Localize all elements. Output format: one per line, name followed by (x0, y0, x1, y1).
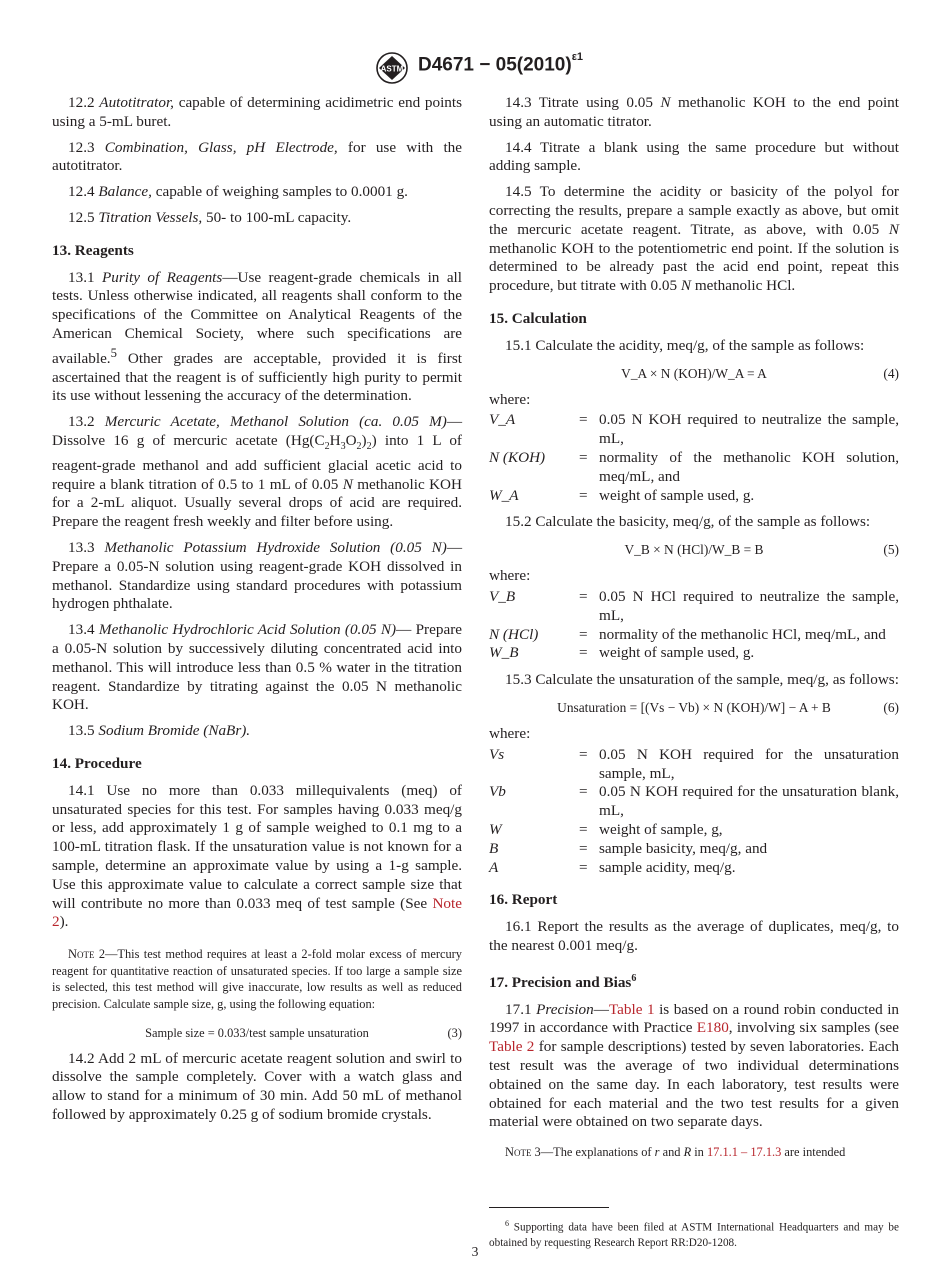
definition-equals: = (579, 486, 588, 504)
e180-link[interactable]: E180 (696, 1019, 729, 1037)
para-16-1: 16.1 Report the results as the average of duplicates, meq/g, to the nearest 0.001 meq/g. (489, 918, 899, 954)
equation-3-expression: Sample size = 0.033/test sample unsaturation (145, 1025, 369, 1040)
para-13-2: 13.2 Mercuric Acetate, Methanol Solution (ca. 0.05 M)— Dissolve 16 g of mercuric acetate $(Hg(C_2H_3O_2)_2)$ into 1 L of reagent-grade methanol and add sufficient glacial acetic acid to require a blank titration of 0.5 to 1 mL of 0.05 N methanolic KOH for a 2-mL aliquot. Usually several drops of acid are required. Prepare the reagent fresh weekly and filter before using. (52, 413, 463, 531)
definition-symbol: Vb (489, 783, 506, 801)
definition-symbol: N (KOH) (489, 448, 546, 466)
definition-text: sample acidity, meq/g. (599, 858, 736, 876)
para-13-3: 13.3 Methanolic Potassium Hydroxide Solution (0.05 N)— Prepare a 0.05-N solution using reagent-grade KOH dissolved in methanol. Standardize using standard procedures with potassium hydrogen phthalate. (52, 539, 462, 613)
equation-4-number: (4) (883, 365, 899, 381)
definition-equals: = (579, 839, 588, 857)
definition-text: 0.05 N KOH required for the unsaturation blank, mL, (599, 783, 899, 820)
para-17-1: 17.1 Precision—Table 1 is based on a round robin conducted in 1997 in accordance with Practice E180, involving six samples (see Table 2 for sample descriptions) tested by seven laboratories. Each test result was the average of two individual determinations obtained on the same day. In each laboratory, test results were obtained for each material and the two test results for a given material were obtained on two separate days. (489, 1000, 900, 1131)
definitions-basicity (489, 588, 899, 663)
where-label: where: (489, 724, 531, 742)
para-15-2: 15.2 Calculate the basicity, meq/g, of the sample as follows: (505, 513, 871, 531)
equation-5-expression: V_B × N (HCl)/W_B = B (624, 542, 764, 558)
document-id: D4671 − 05(2010) (418, 54, 572, 76)
definition-row (489, 644, 899, 663)
definition-row (489, 449, 899, 487)
para-14-2: 14.2 Add 2 mL of mercuric acetate reagent solution and swirl to dissolve the sample completely. Cover with a watch glass and allow to stand for a minimum of 30 min. Add 50 mL of methanol followed by approximately 0.25 g of sodium bromide crystals. (52, 1049, 462, 1123)
definition-text: weight of sample used, g. (599, 644, 755, 662)
definition-row (489, 487, 899, 506)
para-12-2: 12.2 Autotitrator, capable of determining acidimetric end points using a 5-mL buret. (52, 94, 463, 130)
section-heading-17: 17. Precision and Bias$^6$ (489, 972, 637, 991)
left-column (52, 94, 462, 1132)
definition-text: weight of sample, g, (599, 820, 723, 838)
definition-symbol: W_A (489, 486, 519, 504)
definition-row (489, 821, 899, 840)
definition-row (489, 411, 899, 449)
para-12-3: 12.3 Combination, Glass, pH Electrode, for use with the autotitrator. (52, 138, 463, 175)
definition-equals: = (579, 820, 588, 838)
definition-symbol: N (HCl) (489, 625, 539, 643)
definition-row (489, 588, 899, 626)
definition-symbol: B (489, 839, 499, 857)
section-17-1-1-link[interactable]: 17.1.1 – 17.1.3 (706, 1145, 782, 1160)
definition-equals: = (579, 625, 588, 643)
definition-row (489, 626, 899, 645)
para-15-1: 15.1 Calculate the acidity, meq/g, of the sample as follows: (505, 336, 865, 354)
equation-6 (489, 697, 899, 719)
definition-row (489, 859, 899, 878)
definition-equals: = (579, 411, 588, 429)
definition-row (489, 840, 899, 859)
definition-equals: = (579, 783, 588, 801)
definition-equals: = (579, 587, 588, 605)
definition-symbol: A (489, 858, 499, 876)
footnote-divider (489, 1207, 609, 1208)
definition-symbol: V_A (489, 411, 516, 429)
note-3: Note 3—The explanations of r and R in 17.1.1 – 17.1.3 are intended (505, 1145, 846, 1160)
para-14-1: 14.1 Use no more than 0.033 millequivalents (meq) of unsaturated species for this test. For samples having 0.033 meq/g or less, add approximately 1 g of sample weighed to 0.1 mg to a 100-mL titration flask. If the unsaturation value is not known for a sample, determine an approximate value by using a 1-g sample. Use this approximate value to calculate a correct sample size that will contribute no more than 0.033 meq of test sample (See Note 2). (52, 781, 462, 931)
definition-symbol: W (489, 820, 502, 838)
equation-5 (489, 539, 899, 561)
equation-6-expression: Unsaturation = [(Vs − Vb) × N (KOH)/W] − A + B (557, 699, 831, 715)
svg-text:ASTM: ASTM (380, 64, 404, 74)
equation-3-number: (3) (447, 1025, 462, 1040)
definitions-acidity (489, 411, 899, 505)
table-1-link[interactable]: Table 1 (608, 1000, 655, 1018)
page-header (0, 52, 950, 86)
para-13-4: 13.4 Methanolic Hydrochloric Acid Solution (0.05 N)— Prepare a 0.05-N solution by successively diluting concentrated acid into methanol. This will introduce less than 0.5 % water in the titration reagent. Standardize by titrating against the 0.05 N methanolic KOH. (52, 621, 462, 714)
definition-equals: = (579, 448, 588, 466)
equation-3 (52, 1022, 462, 1044)
table-2-link[interactable]: Table 2 (489, 1038, 535, 1056)
where-label: where: (489, 390, 531, 408)
para-14-4: 14.4 Titrate a blank using the same procedure but without adding sample. (489, 138, 899, 175)
para-13-1: 13.1 Purity of Reagents—Use reagent-grade chemicals in all tests. Unless otherwise indicated, all reagents shall conform to the specifications of the Committee on Analytical Reagents of the American Chemical Society, where such specifications are available.$^5$ Other grades are acceptable, provided it is first ascertained that the reagent is of sufficiently high purity to permit its use without lessening the accuracy of the determination. (52, 268, 463, 405)
section-heading-15: 15. Calculation (489, 309, 587, 327)
equation-4 (489, 363, 899, 385)
equation-4-expression: V_A × N (KOH)/W_A = A (621, 365, 767, 381)
para-14-3: 14.3 Titrate using 0.05 N methanolic KOH to the end point using an automatic titrator. (489, 94, 899, 130)
note-2-link[interactable]: Note 2 (52, 894, 462, 931)
para-13-5: 13.5 Sodium Bromide (NaBr). (68, 722, 251, 740)
definition-symbol: V_B (489, 587, 516, 605)
definition-text: 0.05 N KOH required for the unsaturation sample, mL, (599, 745, 899, 782)
para-12-4: 12.4 Balance, capable of weighing samples to 0.0001 g. (68, 183, 408, 201)
section-heading-14: 14. Procedure (52, 755, 142, 772)
definition-symbol: W_B (489, 644, 519, 662)
definition-text: normality of the methanolic KOH solution, meq/mL, and (599, 448, 899, 485)
footnote-ref-5: 5 (110, 345, 117, 360)
para-12-5: 12.5 Titration Vessels, 50- to 100-mL capacity. (68, 208, 352, 226)
footnote-6: $^6$ Supporting data have been filed at ASTM International Headquarters and may be obtained by requesting Research Report RR:D20-1208. (489, 1218, 899, 1249)
definition-row (489, 746, 899, 784)
where-label: where: (489, 567, 531, 585)
para-15-3: 15.3 Calculate the unsaturation of the sample, meq/g, as follows: (505, 671, 899, 689)
definition-equals: = (579, 644, 588, 662)
definition-text: 0.05 N KOH required to neutralize the sample, mL, (599, 411, 899, 448)
document-designation (418, 51, 584, 76)
definition-text: sample basicity, meq/g, and (599, 839, 768, 857)
definition-row (489, 783, 899, 821)
equation-5-number: (5) (883, 542, 899, 558)
definition-equals: = (579, 858, 588, 876)
right-column (489, 94, 899, 1251)
footnote-ref-6: 6 (631, 972, 637, 984)
definition-symbol: Vs (489, 745, 505, 763)
epsilon-superscript: ε1 (571, 51, 584, 63)
note-2: Note 2—This test method requires at least a 2-fold molar excess of mercury reagent for quantitative reaction of unsaturated species. If too large a sample size is selected, this test method will give inaccurate, low results as well as reduced precision. Calculate sample size, g, using the following equation: (52, 947, 462, 1011)
section-heading-16: 16. Report (489, 891, 558, 909)
section-heading-13: 13. Reagents (52, 241, 134, 259)
definition-text: normality of the methanolic HCl, meq/mL, and (599, 625, 886, 643)
definition-text: weight of sample used, g. (599, 486, 755, 504)
equation-6-number: (6) (883, 699, 899, 715)
para-14-5: 14.5 To determine the acidity or basicity of the polyol for correcting the results, prepare a sample exactly as above, but omit the mercuric acetate reagent. Titrate, as above, with 0.05 N methanolic KOH to the potentiometric end point. If the solution is determined to be already past the acid end point, repeat this procedure, but titrate with 0.05 N methanolic HCl. (489, 183, 899, 295)
page-number: 3 (471, 1244, 479, 1259)
definition-text: 0.05 N HCl required to neutralize the sample, mL, (599, 587, 899, 624)
astm-logo-icon (373, 52, 411, 84)
definition-equals: = (579, 745, 588, 763)
definitions-unsaturation (489, 746, 899, 878)
